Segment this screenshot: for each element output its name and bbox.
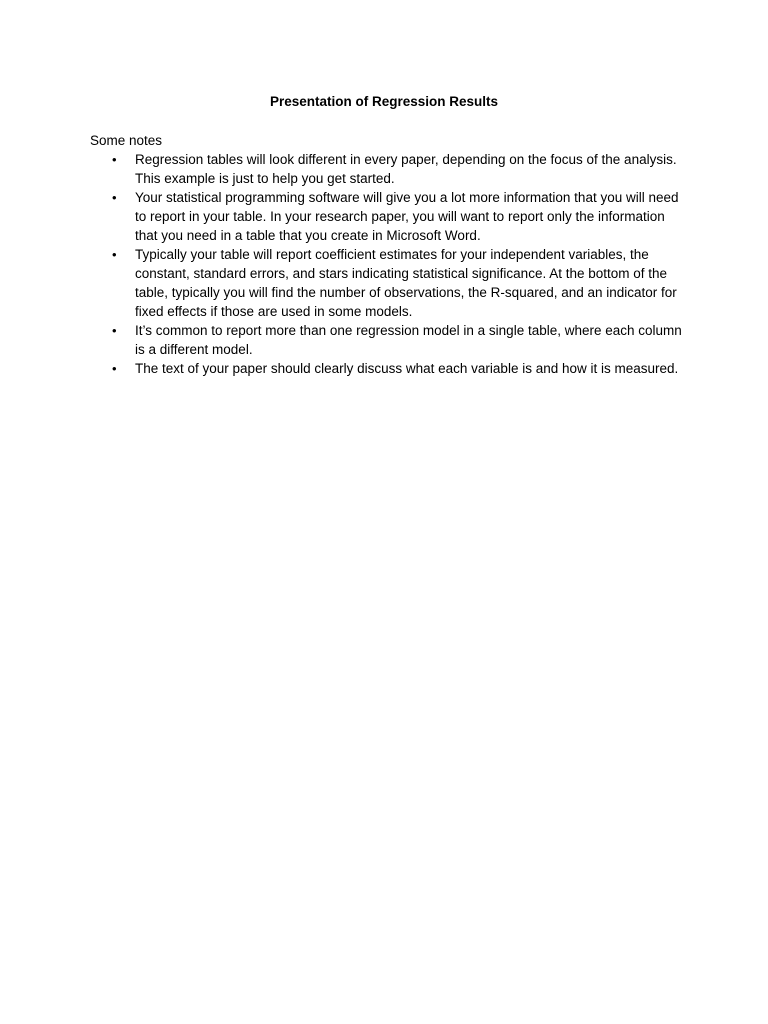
list-item-text: Typically your table will report coefficient estimates for your independent variables, the constant, standard errors, and stars indicating statistical significance. At the bottom of the table, typically you will find the number of observations, the R-squared, and an indicator for fixed effects if those are used in some models. — [135, 247, 677, 319]
list-item-text: It’s common to report more than one regression model in a single table, where each column is a different model. — [135, 323, 682, 357]
bullet-icon: • — [112, 323, 117, 338]
page-title: Presentation of Regression Results — [269, 94, 499, 109]
list-item-text: Regression tables will look different in every paper, depending on the focus of the analysis. This example is just to help you get started. — [135, 152, 677, 186]
list-item — [90, 188, 682, 245]
notes-list — [90, 150, 682, 378]
notes-heading: Some notes — [90, 133, 163, 148]
bullet-icon: • — [112, 190, 117, 205]
list-item — [90, 321, 682, 359]
list-item — [90, 245, 682, 321]
bullet-icon: • — [112, 152, 117, 167]
list-item-text: Your statistical programming software will give you a lot more information that you will need to report in your table. In your research paper, you will want to report only the information that you need in a table that you create in Microsoft Word. — [135, 190, 679, 243]
bullet-icon: • — [112, 247, 117, 262]
bullet-icon: • — [112, 361, 117, 376]
list-item-text: The text of your paper should clearly discuss what each variable is and how it is measured. — [135, 361, 679, 376]
list-item — [90, 150, 682, 188]
list-item — [90, 359, 682, 378]
